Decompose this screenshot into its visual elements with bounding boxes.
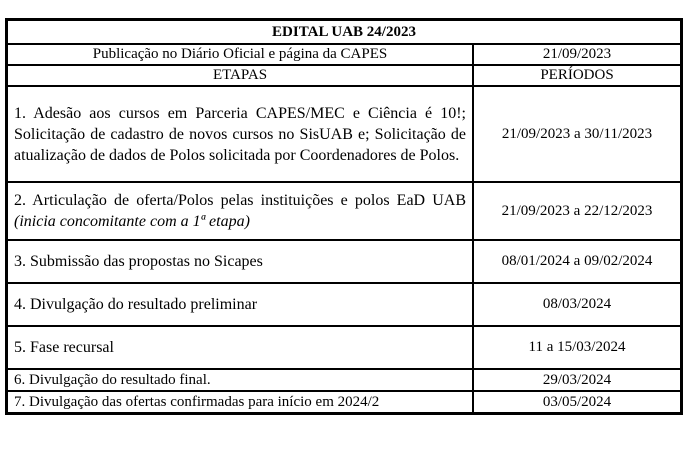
table-row (7, 283, 681, 326)
periodo-cell: 29/03/2024 (473, 369, 681, 391)
publicacao-date: 21/09/2023 (473, 44, 681, 65)
etapa-cell: 3. Submissão das propostas no Sicapes (7, 240, 473, 283)
header-periodos: PERÍODOS (473, 65, 681, 86)
edital-title: EDITAL UAB 24/2023 (7, 20, 681, 44)
etapa-cell: 5. Fase recursal (7, 326, 473, 369)
etapa-cell: 7. Divulgação das ofertas confirmadas para início em 2024/2 (7, 391, 473, 413)
table-row (7, 182, 681, 240)
etapa-cell: 6. Divulgação do resultado final. (7, 369, 473, 391)
periodo-cell: 08/03/2024 (473, 283, 681, 326)
table-row (7, 86, 681, 182)
publicacao-label: Publicação no Diário Oficial e página da CAPES (7, 44, 473, 65)
table-row (7, 240, 681, 283)
etapa-cell: 1. Adesão aos cursos em Parceria CAPES/MEC e Ciência é 10!; Solicitação de cadastro de novos cursos no SisUAB e; Solicitação de atualização de dados de Polos solicitada por Coordenadores de Polos. (7, 86, 473, 182)
periodo-cell: 21/09/2023 a 22/12/2023 (473, 182, 681, 240)
header-etapas: ETAPAS (7, 65, 473, 86)
etapa-cell (7, 182, 473, 240)
publicacao-row (7, 44, 681, 65)
periodo-cell: 21/09/2023 a 30/11/2023 (473, 86, 681, 182)
periodo-cell: 03/05/2024 (473, 391, 681, 413)
periodo-cell: 08/01/2024 a 09/02/2024 (473, 240, 681, 283)
table-row (7, 326, 681, 369)
etapa-note: (inicia concomitante com a 1ª etapa) (14, 213, 250, 230)
table-row (7, 391, 681, 413)
header-row (7, 65, 681, 86)
edital-document (5, 18, 679, 415)
etapa-text: 2. Articulação de oferta/Polos pelas instituições e polos EaD UAB (14, 192, 466, 209)
periodo-cell: 11 a 15/03/2024 (473, 326, 681, 369)
table-row (7, 369, 681, 391)
edital-schedule-table (5, 18, 683, 415)
etapa-cell: 4. Divulgação do resultado preliminar (7, 283, 473, 326)
title-row (7, 20, 681, 44)
